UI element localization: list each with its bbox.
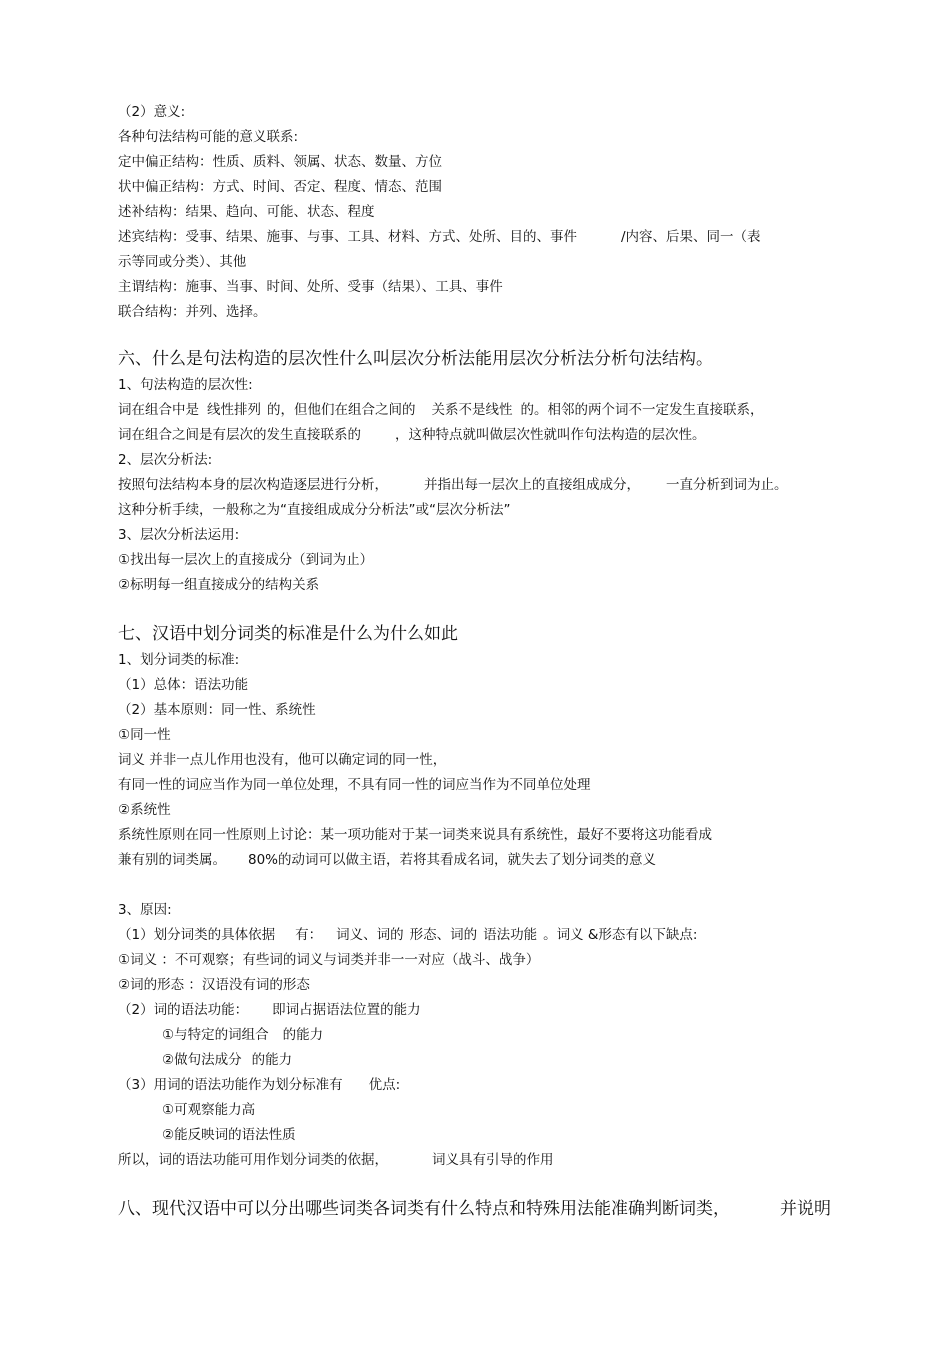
s7-s3-l1-a: （1）划分词类的具体依据 — [118, 927, 276, 943]
s7-s3-l4-b: 即词占据语法位置的能力 — [272, 1002, 421, 1018]
s6-p1-l1-e: 的。相邻的两个词不一定发生直接联系， — [520, 402, 764, 418]
s7-s3-line4 — [118, 998, 858, 1023]
shubin-line-cont: 示等同或分类）、其他 — [118, 254, 247, 270]
s7-s3-l1-c: 词义、词的 — [336, 927, 404, 943]
shubin-part-b: /内容、后果、同一（表 — [621, 229, 761, 245]
s7-s3-l1-g: 。词义 &形态有以下缺点: — [543, 927, 698, 943]
s7-s1-line3: ①同一性 — [118, 727, 171, 743]
s6-p1-l2-a: 词在组合之间是有层次的发生直接联系的 — [118, 427, 361, 443]
s6-p1-title: 1、句法构造的层次性: — [118, 377, 253, 393]
s7-s3-line8: ①可观察能力高 — [162, 1102, 256, 1118]
s6-p3-line2: ②标明每一组直接成分的结构关系 — [118, 577, 320, 593]
section-8-title — [118, 1195, 858, 1223]
shubin-part-a: 述宾结构：受事、结果、施事、与事、工具、材料、方式、处所、目的、事件 — [118, 229, 577, 245]
s6-p1-line2 — [118, 423, 858, 448]
s7-s1-line5: 有同一性的词应当作为同一单位处理，不具有同一性的词应当作为不同单位处理 — [118, 777, 591, 793]
s7-s3-l10-b: 词义具有引导的作用 — [432, 1152, 554, 1168]
s6-p1-line1 — [118, 398, 858, 423]
shubin-line — [118, 225, 858, 250]
s7-s1-line6: ②系统性 — [118, 802, 171, 818]
s6-p1-l1-d: 关系不是线性 — [431, 402, 513, 418]
lianhe-line: 联合结构：并列、选择。 — [118, 304, 267, 320]
meaning-label: （2）意义: — [118, 104, 186, 120]
s6-p2-l1-a: 按照句法结构本身的层次构造逐层进行分析， — [118, 477, 388, 493]
section-6-title: 六、什么是句法构造的层次性什么叫层次分析法能用层次分析法分析句法结构。 — [118, 349, 713, 369]
section-7-title: 七、汉语中划分词类的标准是什么为什么如此 — [118, 624, 458, 644]
s6-p2-l1-b: 并指出每一层次上的直接组成成分， — [424, 477, 640, 493]
s7-s1-line8 — [118, 848, 858, 873]
dingzhong-line: 定中偏正结构：性质、质料、领属、状态、数量、方位 — [118, 154, 442, 170]
s7-s1-line2: （2）基本原则：同一性、系统性 — [118, 702, 316, 718]
s7-s3-l1-d: 形态 — [409, 927, 437, 943]
s6-p3-title: 3、层次分析法运用: — [118, 527, 240, 543]
s7-s3-l10-a: 所以，词的语法功能可用作划分词类的依据， — [118, 1152, 388, 1168]
s6-p1-l1-b: 线性排列 — [207, 402, 261, 418]
s7-s3-line3: ②词的形态 ：汉语没有词的形态 — [118, 977, 310, 993]
s8-title-a: 八、现代汉语中可以分出哪些词类各词类有什么特点和特殊用法能准确判断词类， — [118, 1199, 730, 1219]
s7-s3-title: 3、原因: — [118, 902, 172, 918]
s6-p2-line2: 这种分析手续，一般称之为“直接组成成分分析法”或“层次分析法” — [118, 502, 511, 518]
s6-p2-line1 — [118, 473, 858, 498]
s7-s1-l8-a: 兼有别的词类属。 — [118, 852, 226, 868]
s7-s3-l6-b: 的能力 — [251, 1052, 293, 1068]
meaning-intro: 各种句法结构可能的意义联系: — [118, 129, 299, 145]
s6-p2-l1-c: 一直分析到词为止。 — [666, 477, 788, 493]
zhuangzhong-line: 状中偏正结构：方式、时间、否定、程度、情态、范围 — [118, 179, 442, 195]
s7-s3-line1 — [118, 923, 858, 948]
s7-s3-line6 — [118, 1048, 858, 1073]
blank-line — [118, 873, 858, 898]
s7-s1-l8-b: 80%的动词可以做主语，若将其看成名词，就失去了划分词类的意义 — [248, 852, 657, 868]
s7-s3-l7-b: 优点: — [368, 1077, 401, 1093]
s7-s1-line1: （1）总体：语法功能 — [118, 677, 249, 693]
s7-s3-line7 — [118, 1073, 858, 1098]
s7-s3-l5-a: ①与特定的词组合 — [162, 1027, 269, 1043]
document-page — [118, 100, 858, 1223]
s7-s3-l1-b: 有： — [295, 927, 323, 943]
s7-s3-line9: ②能反映词的语法性质 — [162, 1127, 296, 1143]
s6-p1-l2-b: ，这种特点就叫做层次性就叫作句法构造的层次性。 — [395, 427, 706, 443]
s7-s3-line10 — [118, 1148, 858, 1173]
s7-s3-l1-e: 、词的 — [436, 927, 478, 943]
s7-s3-l6-a: ②做句法成分 — [162, 1052, 242, 1068]
shubu-line: 述补结构：结果、趋向、可能、状态、程度 — [118, 204, 375, 220]
s7-s3-l1-f: 语法功能 — [483, 927, 538, 943]
s6-p1-l1-c: 的，但他们在组合之间的 — [267, 402, 416, 418]
s7-s1-title: 1、划分词类的标准: — [118, 652, 240, 668]
s8-title-b: 并说明 — [780, 1199, 831, 1219]
s7-s3-l4-a: （2）词的语法功能： — [118, 1002, 249, 1018]
s7-s1-line7: 系统性原则在同一性原则上讨论：某一项功能对于某一词类来说具有系统性，最好不要将这功能看成 — [118, 827, 712, 843]
s7-s3-line2: ①词义 ：不可观察；有些词的词义与词类并非一一对应（战斗、战争） — [118, 952, 540, 968]
s6-p2-title: 2、层次分析法: — [118, 452, 213, 468]
s7-s1-line4: 词义 并非一点儿作用也没有，他可以确定词的同一性， — [118, 752, 447, 768]
s6-p3-line1: ①找出每一层次上的直接成分（到词为止） — [118, 552, 374, 568]
zhuwei-line: 主谓结构：施事、当事、时间、处所、受事（结果）、工具、事件 — [118, 279, 503, 295]
s7-s3-l7-a: （3）用词的语法功能作为划分标准有 — [118, 1077, 343, 1093]
s6-p1-l1-a: 词在组合中是 — [118, 402, 199, 418]
s7-s3-l5-b: 的能力 — [282, 1027, 324, 1043]
s7-s3-line5 — [118, 1023, 858, 1048]
